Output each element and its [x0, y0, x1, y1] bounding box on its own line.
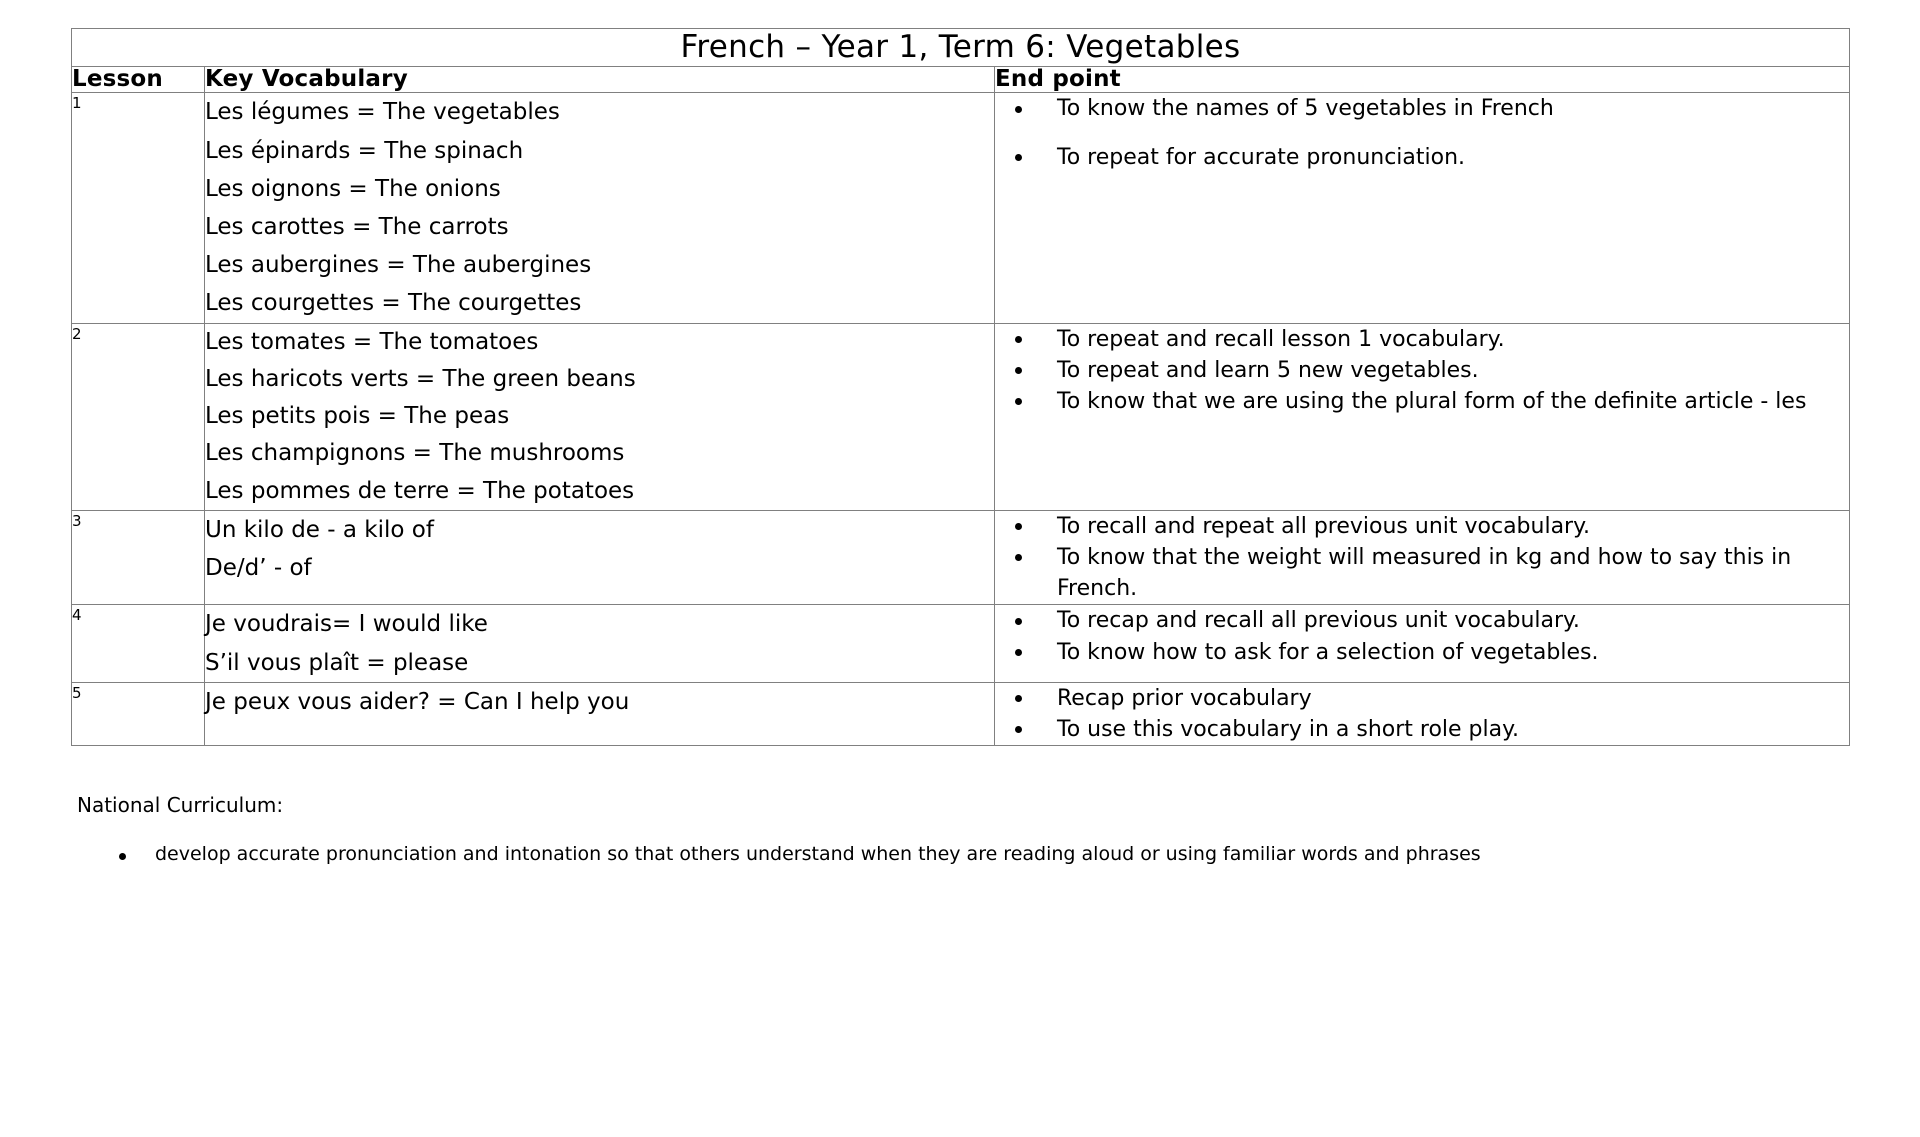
- end-point-list: [995, 324, 1849, 418]
- end-point-list: [995, 683, 1849, 745]
- national-curriculum-heading: National Curriculum:: [77, 793, 284, 818]
- bullet-icon: [1015, 554, 1022, 561]
- bullet-icon: [1015, 695, 1022, 702]
- lesson-number: 4: [72, 606, 82, 625]
- column-header-key-vocabulary: [205, 67, 995, 93]
- end-point-item: [995, 355, 1849, 386]
- end-point-list: [995, 93, 1849, 172]
- bullet-icon: [1015, 336, 1022, 343]
- vocabulary-line: Les courgettes = The courgettes: [205, 290, 582, 317]
- column-header-lesson: [72, 67, 205, 93]
- end-point-item: [995, 511, 1849, 542]
- vocabulary-line: Les oignons = The onions: [205, 175, 501, 202]
- vocabulary-line: Les petits pois = The peas: [205, 403, 510, 430]
- vocabulary-line: De/d’ - of: [205, 554, 312, 581]
- end-point-cell: [995, 323, 1850, 510]
- end-point-text: To use this vocabulary in a short role play.: [1057, 717, 1519, 743]
- end-point-cell: [995, 510, 1850, 605]
- national-curriculum-item: [71, 842, 1849, 868]
- column-header-end-point-label: End point: [995, 66, 1121, 93]
- end-point-text: To repeat for accurate pronunciation.: [1057, 144, 1466, 170]
- end-point-item: [995, 637, 1849, 668]
- end-point-item: [995, 605, 1849, 636]
- bullet-icon: [1015, 649, 1022, 656]
- key-vocabulary-cell: [205, 605, 995, 682]
- lesson-number-cell: [72, 510, 205, 605]
- vocabulary-line: Les aubergines = The aubergines: [205, 252, 592, 279]
- national-curriculum-section: [71, 746, 1849, 868]
- lesson-number: 2: [72, 324, 82, 343]
- vocabulary-line: Les tomates = The tomatoes: [205, 328, 539, 355]
- curriculum-table: [71, 28, 1850, 746]
- bullet-icon: [1015, 523, 1022, 530]
- end-point-text: Recap prior vocabulary: [1057, 685, 1312, 711]
- vocabulary-line: Les haricots verts = The green beans: [205, 365, 636, 392]
- national-curriculum-list: [71, 842, 1849, 868]
- key-vocabulary-cell: [205, 510, 995, 605]
- bullet-icon: [119, 853, 126, 860]
- end-point-text: To know how to ask for a selection of vegetables.: [1057, 639, 1599, 665]
- key-vocabulary-cell: [205, 682, 995, 745]
- table-header-row: [72, 67, 1850, 93]
- lesson-number: 1: [72, 94, 82, 113]
- table-row: [72, 510, 1850, 605]
- national-curriculum-item-text: develop accurate pronunciation and intonation so that others understand when they are reading aloud or using familiar words and phrases: [155, 843, 1481, 866]
- curriculum-sheet: [71, 28, 1849, 746]
- bullet-icon: [1015, 367, 1022, 374]
- lesson-number: 5: [72, 683, 82, 702]
- end-point-cell: [995, 605, 1850, 682]
- key-vocabulary-cell: [205, 323, 995, 510]
- column-header-lesson-label: Lesson: [72, 66, 164, 93]
- end-point-item: [995, 324, 1849, 355]
- end-point-cell: [995, 682, 1850, 745]
- table-body: [72, 29, 1850, 746]
- table-row: [72, 682, 1850, 745]
- end-point-item: [995, 142, 1849, 173]
- vocabulary-line: Je peux vous aider? = Can I help you: [205, 688, 630, 715]
- end-point-cell: [995, 93, 1850, 323]
- end-point-list: [995, 511, 1849, 605]
- end-point-item: [995, 93, 1849, 124]
- end-point-text: To know that the weight will measured in kg and how to say this in French.: [1057, 545, 1792, 602]
- bullet-icon: [1015, 398, 1022, 405]
- bullet-icon: [1015, 106, 1022, 113]
- vocabulary-line: Les carottes = The carrots: [205, 214, 509, 240]
- vocabulary-line: Je voudrais= I would like: [205, 611, 488, 638]
- bullet-icon: [1015, 154, 1022, 161]
- lesson-number-cell: [72, 93, 205, 323]
- bullet-icon: [1015, 726, 1022, 733]
- end-point-item: [995, 714, 1849, 745]
- column-header-end-point: [995, 67, 1850, 93]
- end-point-list: [995, 605, 1849, 667]
- vocabulary-line: Les légumes = The vegetables: [205, 99, 560, 126]
- lesson-number-cell: [72, 682, 205, 745]
- end-point-item: [995, 542, 1849, 604]
- end-point-text: To recall and repeat all previous unit vocabulary.: [1057, 513, 1590, 539]
- table-row: [72, 323, 1850, 510]
- lesson-number-cell: [72, 605, 205, 682]
- table-row: [72, 93, 1850, 323]
- bullet-icon: [1015, 618, 1022, 625]
- lesson-number: 3: [72, 511, 82, 530]
- lesson-number-cell: [72, 323, 205, 510]
- table-row: [72, 605, 1850, 682]
- end-point-text: To know the names of 5 vegetables in French: [1057, 96, 1554, 122]
- vocabulary-line: Un kilo de - a kilo of: [205, 516, 434, 543]
- page-title: French – Year 1, Term 6: Vegetables: [680, 29, 1241, 65]
- vocabulary-line: Les pommes de terre = The potatoes: [205, 477, 635, 504]
- end-point-item: [995, 683, 1849, 714]
- vocabulary-line: Les épinards = The spinach: [205, 137, 524, 164]
- end-point-text: To repeat and learn 5 new vegetables.: [1057, 357, 1479, 383]
- document-title-cell: [72, 29, 1850, 67]
- key-vocabulary-cell: [205, 93, 995, 323]
- end-point-item: [995, 386, 1849, 417]
- end-point-text: To repeat and recall lesson 1 vocabulary.: [1057, 326, 1505, 352]
- vocabulary-line: S’il vous plaît = please: [205, 649, 469, 676]
- end-point-text: To know that we are using the plural form of the definite article - les: [1057, 388, 1807, 414]
- end-point-text: To recap and recall all previous unit vocabulary.: [1057, 608, 1580, 634]
- column-header-key-vocabulary-label: Key Vocabulary: [205, 66, 408, 93]
- table-title-row: [72, 29, 1850, 67]
- vocabulary-line: Les champignons = The mushrooms: [205, 440, 625, 467]
